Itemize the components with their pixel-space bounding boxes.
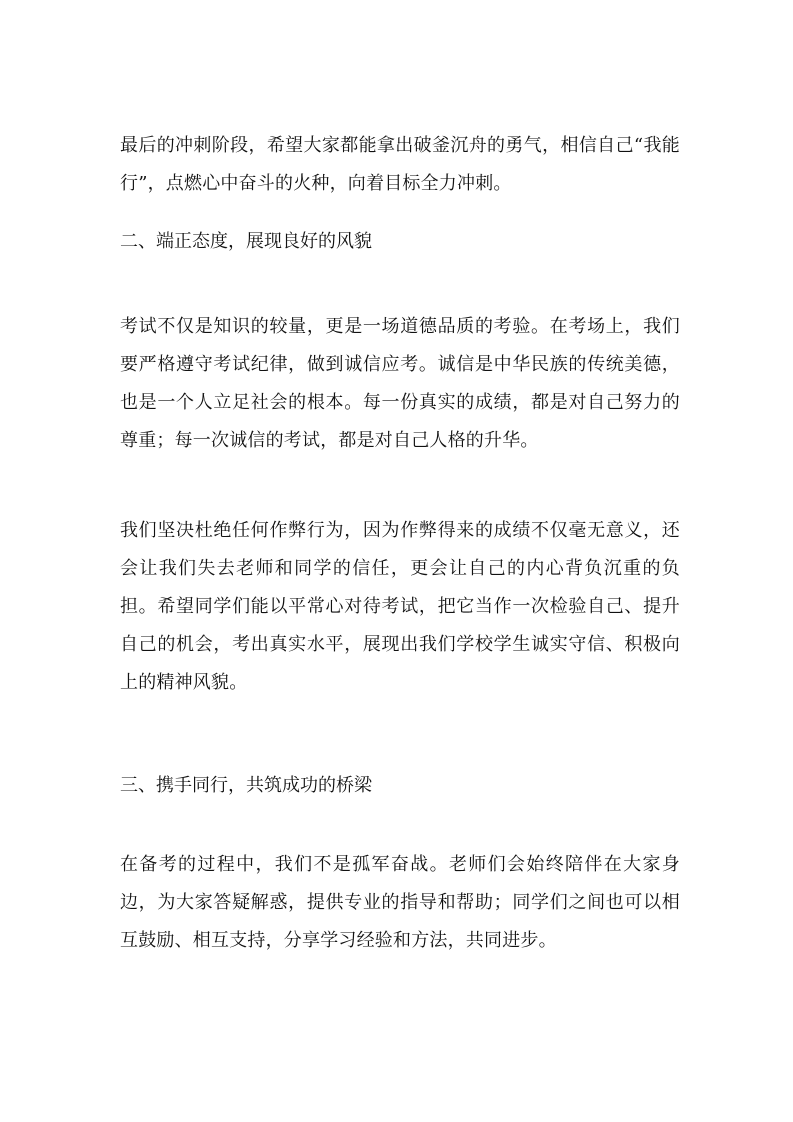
- section-heading-attitude: 二、端正态度，展现良好的风貌: [120, 231, 372, 252]
- section-heading-together: 三、携手同行，共筑成功的桥梁: [120, 775, 372, 796]
- paragraph-sprint: 最后的冲刺阶段，希望大家都能拿出破釜沉舟的勇气，相信自己“我能行”，点燃心中奋斗的火种，向着目标全力冲刺。: [120, 135, 680, 194]
- paragraph-support: 在备考的过程中，我们不是孤军奋战。老师们会始终陪伴在大家身边，为大家答疑解惑，提供专业的指导和帮助；同学们之间也可以相互鼓励、相互支持，分享学习经验和方法，共同进步。: [120, 854, 680, 951]
- paragraph-integrity: 考试不仅是知识的较量，更是一场道德品质的考验。在考场上，我们要严格遵守考试纪律，做到诚信应考。诚信是中华民族的传统美德，也是一个人立足社会的根本。每一份真实的成绩，都是对自己努力的尊重；每一次诚信的考试，都是对自己人格的升华。: [120, 316, 680, 451]
- paragraph-no-cheating: 我们坚决杜绝任何作弊行为，因为作弊得来的成绩不仅毫无意义，还会让我们失去老师和同学的信任，更会让自己的内心背负沉重的负担。希望同学们能以平常心对待考试，把它当作一次检验自己、提升自己的机会，考出真实水平，展现出我们学校学生诚实守信、积极向上的精神风貌。: [120, 520, 680, 693]
